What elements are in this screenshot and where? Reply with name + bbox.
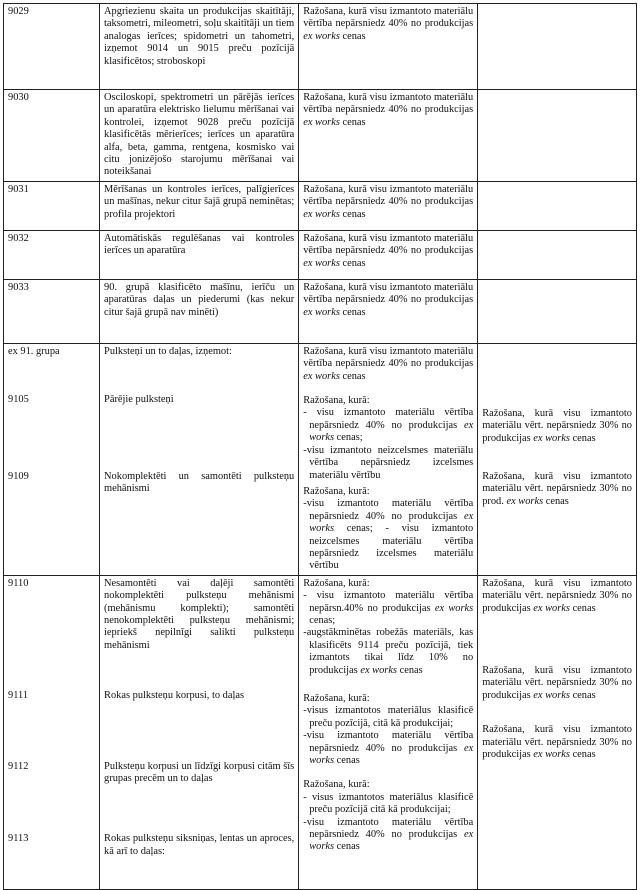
heading-code: ex 91. grupa 9105 9109 — [4, 343, 100, 575]
table-row — [4, 181, 637, 230]
table-row — [4, 4, 637, 90]
origin-rule: Ražošana, kurā visu izmantoto materiālu vērtība nepārsniedz 40% no produkcijas ex works cenas Ražošana, kurā: - visu izmantoto materiālu vērtība nepārsniedz 40% no produkcijas ex works cenas; -visu izmantoto neizcelsmes materiālu vērtība nepārsniedz izcelsmes materiālu vērtību Ražošana, kurā: -visu izmantoto materiālu vērtība nepārsniedz 40% no produkcijas ex works cenas; - visu izmantoto neizcelsmes materiālu vērtība nepārsniedz izcelsmes materiālu vērtību — [299, 343, 478, 575]
origin-rule: Ražošana, kurā visu izmantoto materiālu vērtība nepārsniedz 40% no produkcijas ex works cenas — [299, 230, 478, 279]
heading-code: 9029 — [4, 4, 100, 90]
table-row — [4, 343, 637, 575]
table-row — [4, 575, 637, 889]
origin-rule: Ražošana, kurā visu izmantoto materiālu vērtība nepārsniedz 40% no produkcijas ex works cenas — [299, 279, 478, 343]
alternative-rule — [478, 90, 637, 182]
table-row — [4, 90, 637, 182]
product-description: Mērīšanas un kontroles ierīces, palīgierīces un mašīnas, nekur citur šajā grupā neminētas; profila projektori — [100, 181, 299, 230]
table-row — [4, 279, 637, 343]
heading-code: 9030 — [4, 90, 100, 182]
alternative-rule: Ražošana, kurā visu izmantoto materiālu vērt. nepārsniedz 30% no produkcijas ex works cenas Ražošana, kurā visu izmantoto materiālu vērt. nepārsniedz 30% no produkcijas ex works cenas Ražošana, kurā visu izmantoto materiālu vērt. nepārsniedz 30% no produkcijas ex works cenas — [478, 575, 637, 889]
product-description: Nesamontēti vai daļēji samontēti nokomplektēti pulksteņu mehānismi (mehānismu komplekti); samontēti nenokomplektēti pulksteņu mehānismi; iepriekš nepilnīgi salikti pulksteņu mehānismi Rokas pulksteņu korpusi, to daļas Pulksteņu korpusi un līdzīgi korpusi citām šīs grupas precēm un to daļas Rokas pulksteņu siksniņas, lentas un aproces, kā arī to daļas: — [100, 575, 299, 889]
origin-rule: Ražošana, kurā visu izmantoto materiālu vērtība nepārsniedz 40% no produkcijas ex works cenas — [299, 4, 478, 90]
product-description: Osciloskopi, spektrometri un pārējās ierīces un aparatūra elektrisko lielumu mērīšanai vai kontrolei, izņemot 9028 preču pozīcijā klasificētās mērierīces; ierīces un aparatūra alfa, beta, gamma, rentgena, kosmisko vai citu jonizējošo starojumu mērīšanai vai noteikšanai — [100, 90, 299, 182]
product-description: 90. grupā klasificēto mašīnu, ierīču un aparatūras daļas un piederumi (kas nekur citur šajā grupā nav minēti) — [100, 279, 299, 343]
origin-rule: Ražošana, kurā: - visu izmantoto materiālu vērtība nepārsn.40% no produkcijas ex works cenas; -augstākminētas robežās materiāls, kas klasificēts 9114 preču pozīcijā, tiek izmantots tikai līdz 10% no produkcijas ex works cenas Ražošana, kurā: -visus izmantotos materiālus klasificē preču pozīcijā, citā kā produkcijai; -visu izmantoto materiālu vērtība nepārsniedz 40% no produkcijas ex works cenas Ražošana, kurā: - visus izmantotos materiālus klasificē preču pozīcijā citā kā produkcijai; -visu izmantoto materiālu vērtība nepārsniedz 40% no produkcijas ex works cenas — [299, 575, 478, 889]
rules-table — [3, 3, 637, 890]
alternative-rule: Ražošana, kurā visu izmantoto materiālu vērt. nepārsniedz 30% no produkcijas ex works cenas Ražošana, kurā visu izmantoto materiālu vērt. nepārsniedz 30% no prod. ex works cenas — [478, 343, 637, 575]
alternative-rule — [478, 279, 637, 343]
product-description: Automātiskās regulēšanas vai kontroles ierīces un aparatūra — [100, 230, 299, 279]
origin-rule: Ražošana, kurā visu izmantoto materiālu vērtība nepārsniedz 40% no produkcijas ex works cenas — [299, 181, 478, 230]
alternative-rule — [478, 230, 637, 279]
heading-code: 9110 9111 9112 9113 — [4, 575, 100, 889]
product-description: Pulksteņi un to daļas, izņemot: Pārējie pulksteņi Nokomplektēti un samontēti pulksteņu mehānismi — [100, 343, 299, 575]
table-row — [4, 230, 637, 279]
heading-code: 9032 — [4, 230, 100, 279]
heading-code: 9031 — [4, 181, 100, 230]
alternative-rule — [478, 181, 637, 230]
heading-code: 9033 — [4, 279, 100, 343]
origin-rule: Ražošana, kurā visu izmantoto materiālu vērtība nepārsniedz 40% no produkcijas ex works cenas — [299, 90, 478, 182]
alternative-rule — [478, 4, 637, 90]
product-description: Apgriezienu skaita un produkcijas skaitītāji, taksometri, mileometri, soļu skaitītāji un tiem analogas ierīces; spidometri un tahometri, izņemot 9014 un 9015 preču pozīcijā klasificētos; stroboskopi — [100, 4, 299, 90]
